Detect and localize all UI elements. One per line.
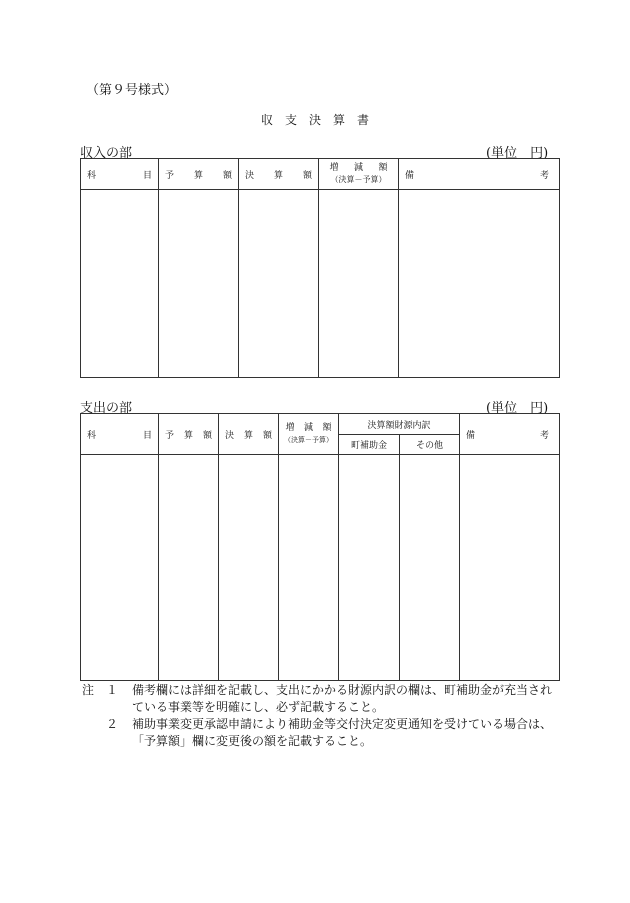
expense-cell-item[interactable] xyxy=(81,455,159,681)
expense-cell-town-subsidy[interactable] xyxy=(339,455,400,681)
income-cell-item[interactable] xyxy=(81,190,159,378)
expense-unit-label: (単位 円) xyxy=(486,401,549,416)
income-section-label: 収入の部 xyxy=(80,146,133,161)
expense-cell-remarks[interactable] xyxy=(460,455,560,681)
expense-header-item: 科 目 xyxy=(81,414,159,455)
notes-label: 注 xyxy=(82,683,95,697)
form-number: （第９号様式） xyxy=(86,83,178,98)
notes xyxy=(82,682,562,750)
income-cell-remarks[interactable] xyxy=(399,190,560,378)
income-unit-label: (単位 円) xyxy=(486,146,549,161)
expense-header-town-subsidy: 町補助金 xyxy=(339,435,400,455)
note-number: ２ xyxy=(106,717,119,731)
income-header-difference: 増 減 額 （決算－予算） xyxy=(319,159,399,190)
income-header-remarks: 備 考 xyxy=(399,159,560,190)
income-table xyxy=(80,158,560,378)
document-title: 収支決算書 xyxy=(260,113,381,127)
note-number: １ xyxy=(106,683,119,697)
expense-cell-other[interactable] xyxy=(400,455,460,681)
expense-header-settlement: 決 算 額 xyxy=(219,414,279,455)
income-header-settlement: 決 算 額 xyxy=(239,159,319,190)
expense-header-remarks: 備 考 xyxy=(460,414,560,455)
note-item-1 xyxy=(82,682,562,716)
expense-cell-settlement[interactable] xyxy=(219,455,279,681)
expense-section-label: 支出の部 xyxy=(80,401,133,416)
income-cell-settlement[interactable] xyxy=(239,190,319,378)
expense-header-budget: 予 算 額 xyxy=(159,414,219,455)
note-text: 備考欄には詳細を記載し、支出にかかる財源内訳の欄は、町補助金が充当されている事業等を明確にし、必ず記載すること。 xyxy=(132,683,553,714)
expense-body-row xyxy=(81,455,560,681)
income-cell-difference[interactable] xyxy=(319,190,399,378)
income-header-item: 科 目 xyxy=(81,159,159,190)
expense-cell-budget[interactable] xyxy=(159,455,219,681)
expense-header-difference: 増 減 額 （決算－予算） xyxy=(279,414,339,455)
income-body-row xyxy=(81,190,560,378)
expense-cell-difference[interactable] xyxy=(279,455,339,681)
income-cell-budget[interactable] xyxy=(159,190,239,378)
expense-header-row-1 xyxy=(81,414,560,435)
income-header-budget: 予 算 額 xyxy=(159,159,239,190)
note-text: 補助事業変更承認申請により補助金等交付決定変更通知を受けている場合は、「予算額」欄に変更後の額を記載すること。 xyxy=(132,717,553,748)
expense-table xyxy=(80,413,560,681)
income-header-row xyxy=(81,159,560,190)
expense-header-funding-breakdown: 決算額財源内訳 xyxy=(339,414,460,435)
note-item-2 xyxy=(82,716,562,750)
expense-header-other: その他 xyxy=(400,435,460,455)
